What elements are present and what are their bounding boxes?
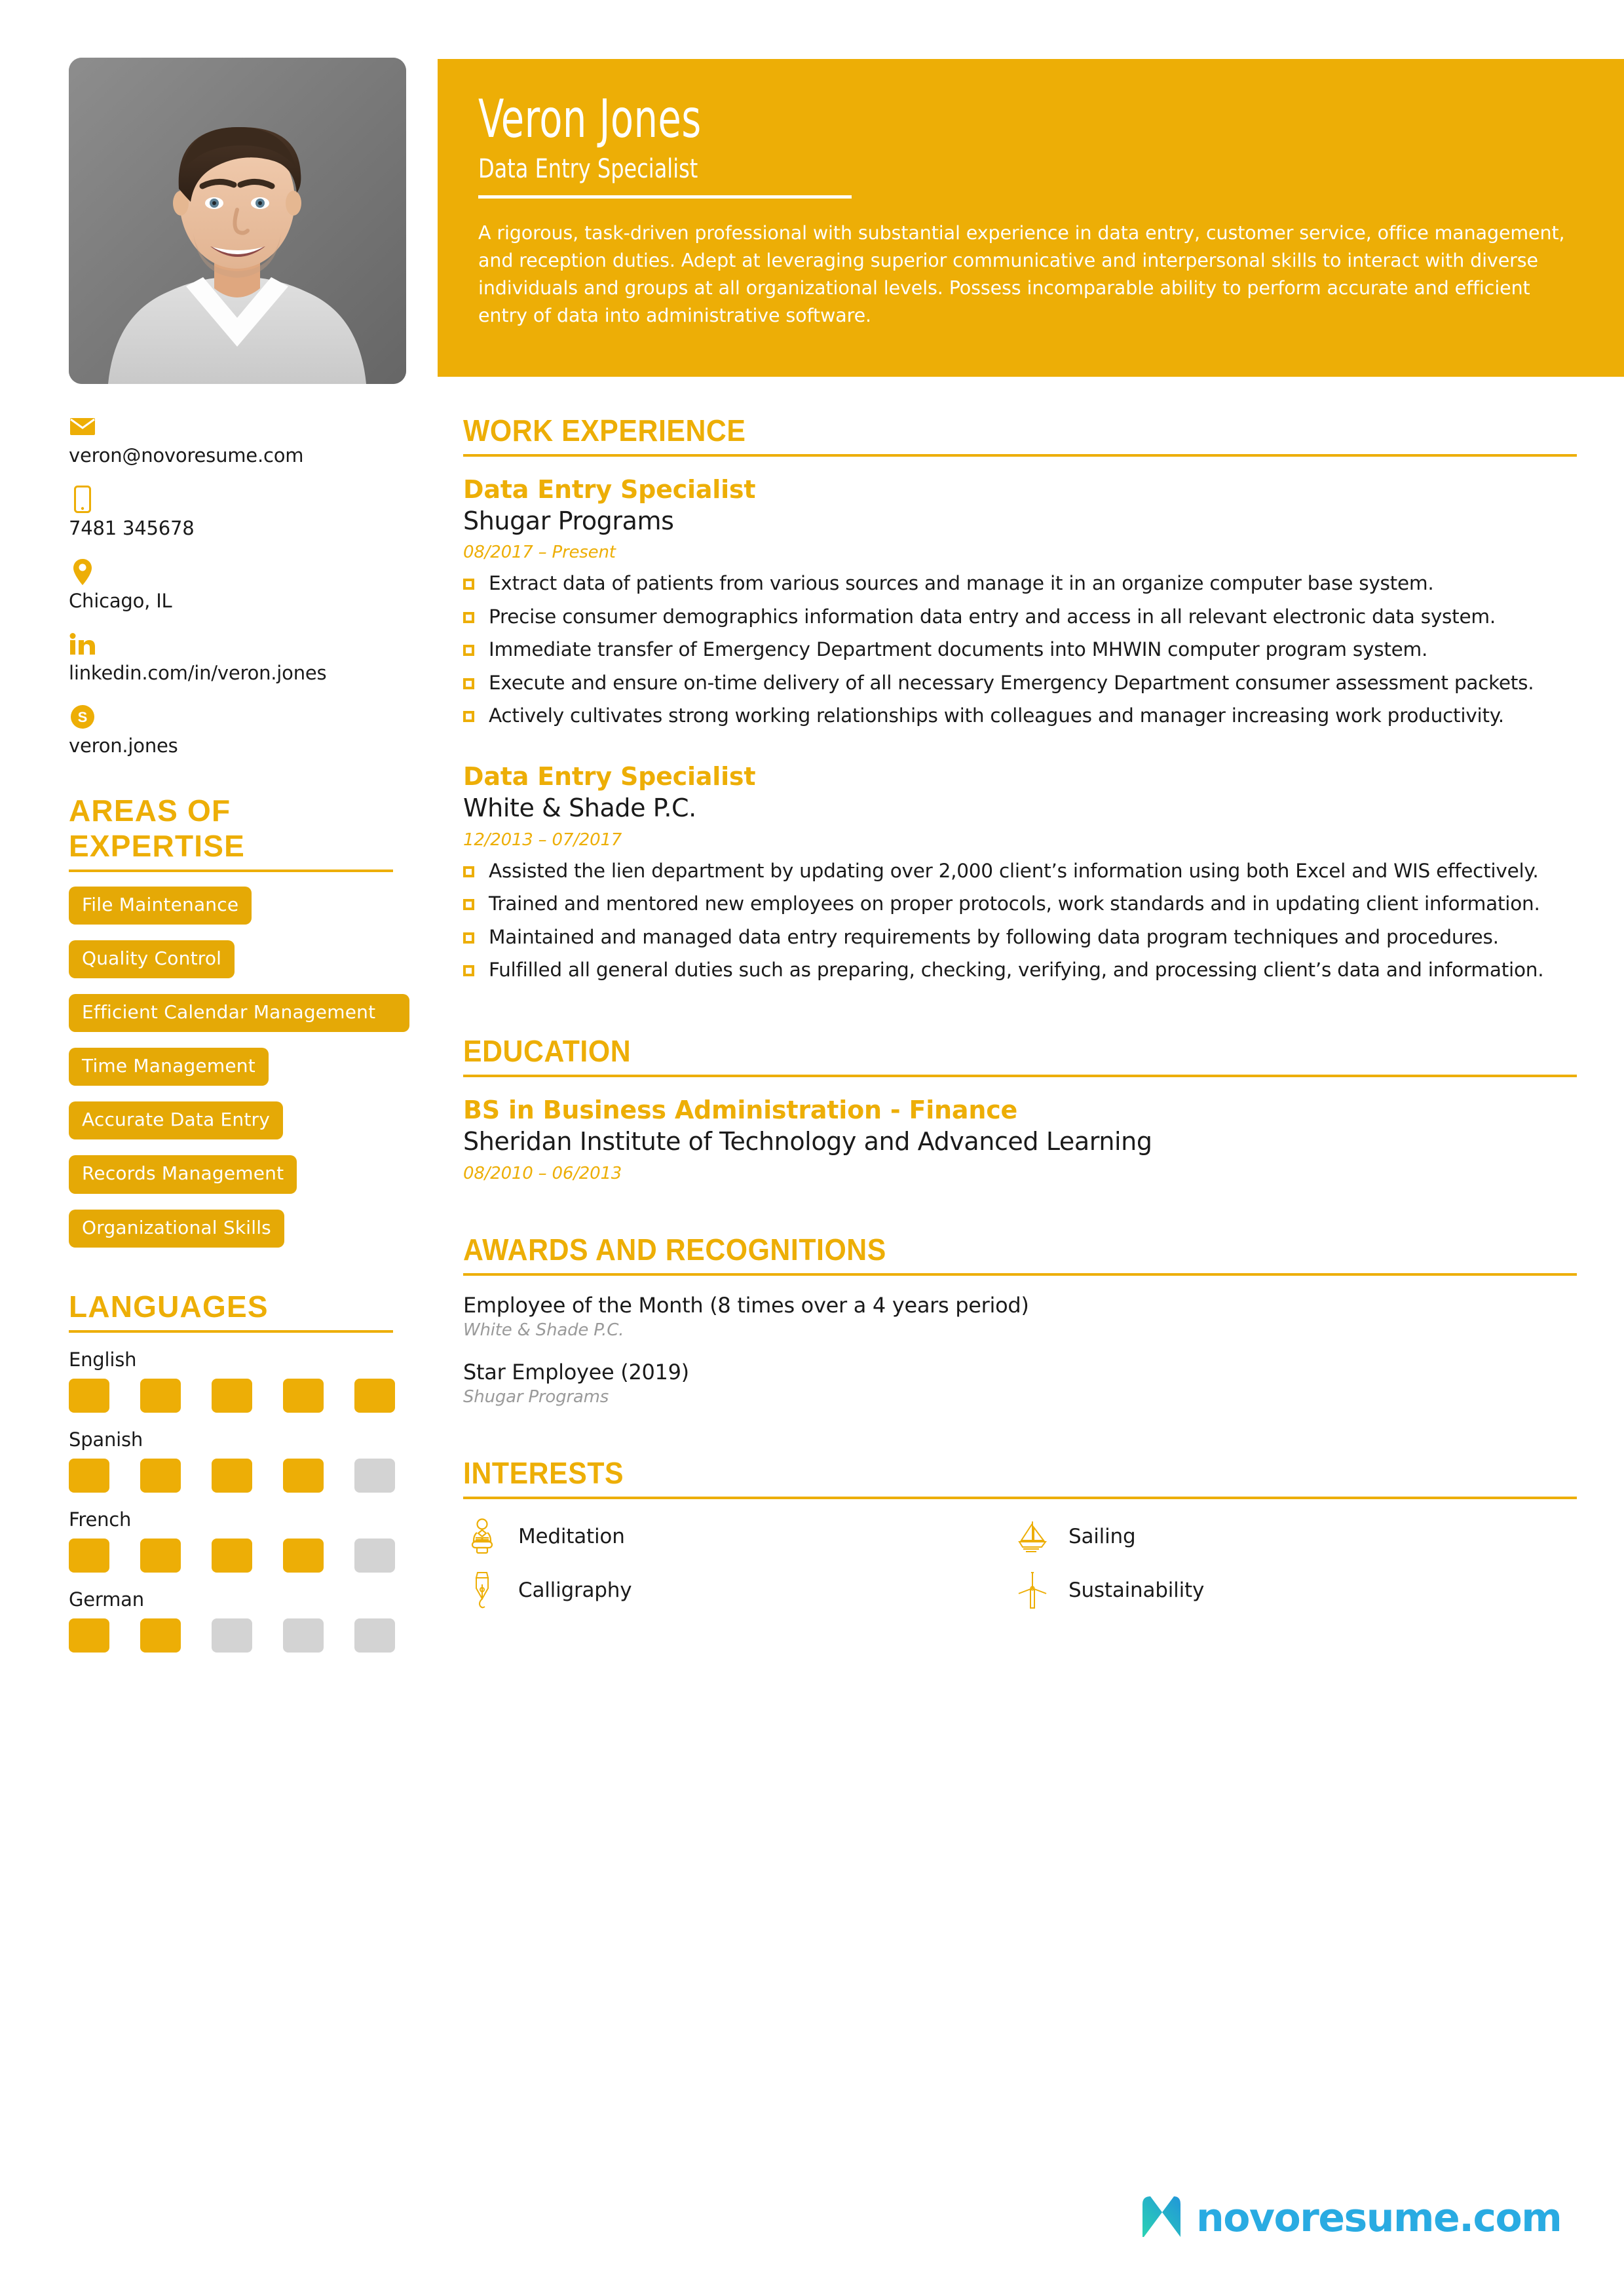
contact-item-location[interactable] — [69, 558, 409, 613]
square-bullet-icon — [463, 645, 474, 656]
section-interests — [463, 1455, 1577, 1611]
contact-value-phone: 7481 345678 — [69, 516, 195, 539]
language-item — [69, 1428, 409, 1493]
language-level-meter — [69, 1459, 409, 1493]
expertise-tag[interactable]: Time Management — [69, 1048, 269, 1086]
square-bullet-icon — [463, 678, 474, 689]
work-experience-divider — [463, 454, 1577, 457]
expertise-tag[interactable]: Records Management — [69, 1155, 297, 1193]
expertise-divider — [69, 870, 393, 872]
expertise-tag[interactable]: Accurate Data Entry — [69, 1101, 283, 1139]
novoresume-n-logo — [1140, 2194, 1187, 2242]
contact-item-linkedin[interactable] — [69, 630, 409, 685]
bullet-item: Actively cultivates strong working relationships with colleagues and manager increasing work productivity. — [463, 704, 1577, 728]
work-entry-organization: Shugar Programs — [463, 506, 674, 535]
interest-label: Sustainability — [1068, 1578, 1205, 1603]
award-title: Employee of the Month (8 times over a 4 years period) — [463, 1292, 1029, 1318]
education-date: 08/2010 – 06/2013 — [463, 1163, 622, 1183]
language-name: German — [69, 1588, 144, 1611]
contact-value-location: Chicago, IL — [69, 589, 172, 612]
section-areas-of-expertise — [69, 793, 409, 1263]
interest-label: Meditation — [518, 1525, 625, 1549]
contact-value-skype: veron.jones — [69, 735, 178, 757]
award-item — [463, 1293, 1577, 1340]
language-level-meter — [69, 1618, 409, 1653]
bullet-item: Precise consumer demographics information data entry and access in all relevant electronic data system. — [463, 605, 1577, 629]
section-awards — [463, 1232, 1577, 1407]
bullet-item: Fulfilled all general duties such as preparing, checking, verifying, and processing client’s data and information. — [463, 958, 1577, 982]
header-divider — [478, 195, 852, 199]
language-name: Spanish — [69, 1428, 143, 1451]
language-name: French — [69, 1508, 132, 1531]
wind-turbine-icon — [1013, 1570, 1051, 1611]
work-entry-title: Data Entry Specialist — [463, 475, 756, 504]
novoresume-logo-text: novoresume.com — [1196, 2195, 1562, 2241]
square-bullet-icon — [463, 866, 474, 877]
languages-divider — [69, 1330, 393, 1333]
contact-value-email: veron@novoresume.com — [69, 444, 304, 467]
interest-label: Calligraphy — [518, 1578, 632, 1603]
page-title: Veron Jones — [478, 88, 702, 149]
mobile-phone-icon — [69, 486, 96, 513]
envelope-icon — [69, 413, 96, 440]
bullet-item: Execute and ensure on-time delivery of all necessary Emergency Department consumer assessment packets. — [463, 671, 1577, 695]
interest-item — [463, 1516, 1013, 1557]
expertise-tag-list — [69, 887, 409, 1263]
languages-heading: LANGUAGES — [69, 1289, 269, 1324]
awards-heading: AWARDS AND RECOGNITIONS — [463, 1232, 886, 1267]
interests-heading: INTERESTS — [463, 1456, 624, 1491]
bullet-item: Extract data of patients from various sources and manage it in an organize computer base system. — [463, 571, 1577, 596]
section-education — [463, 1033, 1577, 1183]
location-pin-icon — [69, 558, 96, 586]
award-item — [463, 1360, 1577, 1407]
language-name: English — [69, 1348, 137, 1371]
linkedin-icon — [69, 630, 96, 658]
work-experience-heading: WORK EXPERIENCE — [463, 413, 746, 448]
bullet-item: Immediate transfer of Emergency Department documents into MHWIN computer program system. — [463, 638, 1577, 662]
work-entry-bullets — [463, 859, 1577, 983]
expertise-tag[interactable]: Organizational Skills — [69, 1210, 284, 1248]
interest-item — [1013, 1516, 1577, 1557]
square-bullet-icon — [463, 899, 474, 910]
expertise-tag[interactable]: Efficient Calendar Management — [69, 994, 409, 1032]
contact-item-phone[interactable] — [69, 486, 409, 540]
work-entry-organization: White & Shade P.C. — [463, 793, 696, 823]
expertise-tag[interactable]: Quality Control — [69, 940, 235, 978]
work-entry-title: Data Entry Specialist — [463, 762, 756, 792]
interests-divider — [463, 1497, 1577, 1499]
language-level-meter — [69, 1379, 409, 1413]
square-bullet-icon — [463, 579, 474, 590]
square-bullet-icon — [463, 932, 474, 944]
education-school: Sheridan Institute of Technology and Advanced Learning — [463, 1127, 1152, 1157]
work-entry — [463, 762, 1577, 982]
award-organization: White & Shade P.C. — [463, 1320, 624, 1341]
award-organization: Shugar Programs — [463, 1387, 609, 1407]
header-job-title: Data Entry Specialist — [478, 154, 698, 184]
meditation-icon — [463, 1516, 501, 1557]
education-heading: EDUCATION — [463, 1034, 632, 1069]
work-entry-bullets — [463, 571, 1577, 728]
contact-item-email[interactable] — [69, 413, 409, 467]
interests-list — [463, 1516, 1577, 1611]
square-bullet-icon — [463, 711, 474, 722]
contact-item-skype[interactable] — [69, 703, 409, 757]
work-entry-date: 12/2013 – 07/2017 — [463, 830, 622, 850]
header-banner — [438, 59, 1624, 377]
language-item — [69, 1508, 409, 1573]
section-work-experience — [463, 413, 1577, 982]
avatar — [69, 58, 406, 384]
interest-label: Sailing — [1068, 1525, 1136, 1549]
section-languages — [69, 1290, 409, 1653]
skype-icon — [69, 703, 96, 731]
interest-item — [1013, 1570, 1577, 1611]
fountain-pen-icon — [463, 1570, 501, 1611]
contact-value-linkedin: linkedin.com/in/veron.jones — [69, 662, 327, 685]
sailboat-icon — [1013, 1516, 1051, 1557]
education-entry — [463, 1096, 1577, 1183]
square-bullet-icon — [463, 612, 474, 623]
work-entry — [463, 475, 1577, 728]
bullet-item: Trained and mentored new employees on proper protocols, work standards and in updating client information. — [463, 892, 1577, 916]
main-column — [463, 413, 1577, 1611]
expertise-tag[interactable]: File Maintenance — [69, 887, 252, 925]
expertise-heading: AREAS OF EXPERTISE — [69, 793, 245, 863]
square-bullet-icon — [463, 965, 474, 976]
language-level-meter — [69, 1539, 409, 1573]
education-divider — [463, 1075, 1577, 1077]
svg-text:S: S — [77, 709, 88, 726]
language-item — [69, 1348, 409, 1413]
interest-item — [463, 1570, 1013, 1611]
work-entry-date: 08/2017 – Present — [463, 543, 616, 563]
bullet-item: Assisted the lien department by updating over 2,000 client’s information using both Excel and WIS effectively. — [463, 859, 1577, 883]
bullet-item: Maintained and managed data entry requirements by following data program techniques and procedures. — [463, 925, 1577, 949]
education-degree: BS in Business Administration - Finance — [463, 1096, 1018, 1125]
novoresume-logo[interactable] — [1140, 2194, 1561, 2242]
language-item — [69, 1588, 409, 1653]
profile-summary: A rigorous, task-driven professional with substantial experience in data entry, customer service, office management, and reception duties. Adept at leveraging superior communicative and interpersonal skills to interact with diverse individuals and groups at all organizational levels. Possess incomparable ability to perform accurate and efficient entry of data into administrative software. — [478, 222, 1565, 326]
sidebar — [69, 413, 409, 1653]
award-title: Star Employee (2019) — [463, 1360, 689, 1385]
profile-photo-image — [69, 58, 406, 384]
awards-divider — [463, 1273, 1577, 1276]
